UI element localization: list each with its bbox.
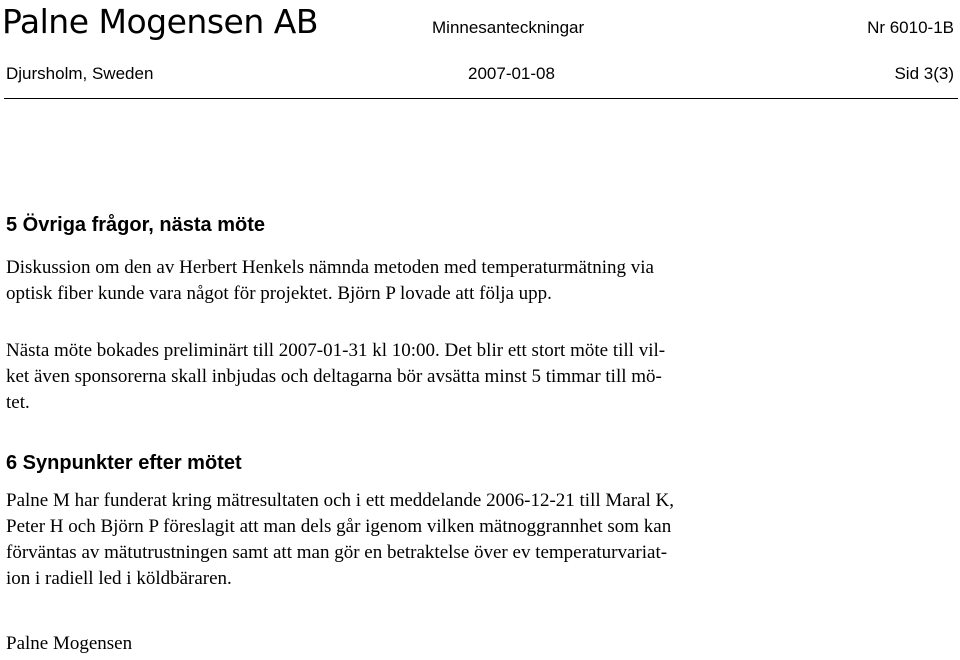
document-type: Minnesanteckningar <box>432 18 585 37</box>
text-line: förväntas av mätutrustningen samt att man gör en betraktelse över ev temperaturvariat- <box>6 542 668 563</box>
text-line: Palne M har funderat kring mätresultaten och i ett meddelande 2006-12-21 till Maral K, <box>6 490 674 511</box>
paragraph <box>6 488 956 592</box>
document-date: 2007-01-08 <box>468 64 555 83</box>
company-logo: Palne Mogensen AB <box>2 2 318 41</box>
paragraph <box>6 255 956 307</box>
section-heading: 6 Synpunkter efter mötet <box>6 452 242 474</box>
text-line: optisk fiber kunde vara något för projektet. Björn P lovade att följa upp. <box>6 283 552 304</box>
text-line: ion i radiell led i köldbäraren. <box>6 568 232 589</box>
page-number: Sid 3(3) <box>894 64 954 83</box>
text-line: ket även sponsorerna skall inbjudas och deltagarna bör avsätta minst 5 timmar till mö- <box>6 366 662 387</box>
text-line: Nästa möte bokades preliminärt till 2007-01-31 kl 10:00. Det blir ett stort möte till vil- <box>6 340 666 361</box>
signature: Palne Mogensen <box>6 633 133 654</box>
text-line: Diskussion om den av Herbert Henkels nämnda metoden med temperaturmätning via <box>6 257 654 278</box>
document-number: Nr 6010-1B <box>867 18 954 37</box>
text-line: tet. <box>6 392 30 413</box>
text-line: Peter H och Björn P föreslagit att man dels går igenom vilken mätnoggrannhet som kan <box>6 516 672 537</box>
section-heading: 5 Övriga frågor, nästa möte <box>6 214 265 236</box>
header-divider <box>4 98 958 99</box>
paragraph <box>6 338 956 416</box>
location: Djursholm, Sweden <box>6 64 154 83</box>
